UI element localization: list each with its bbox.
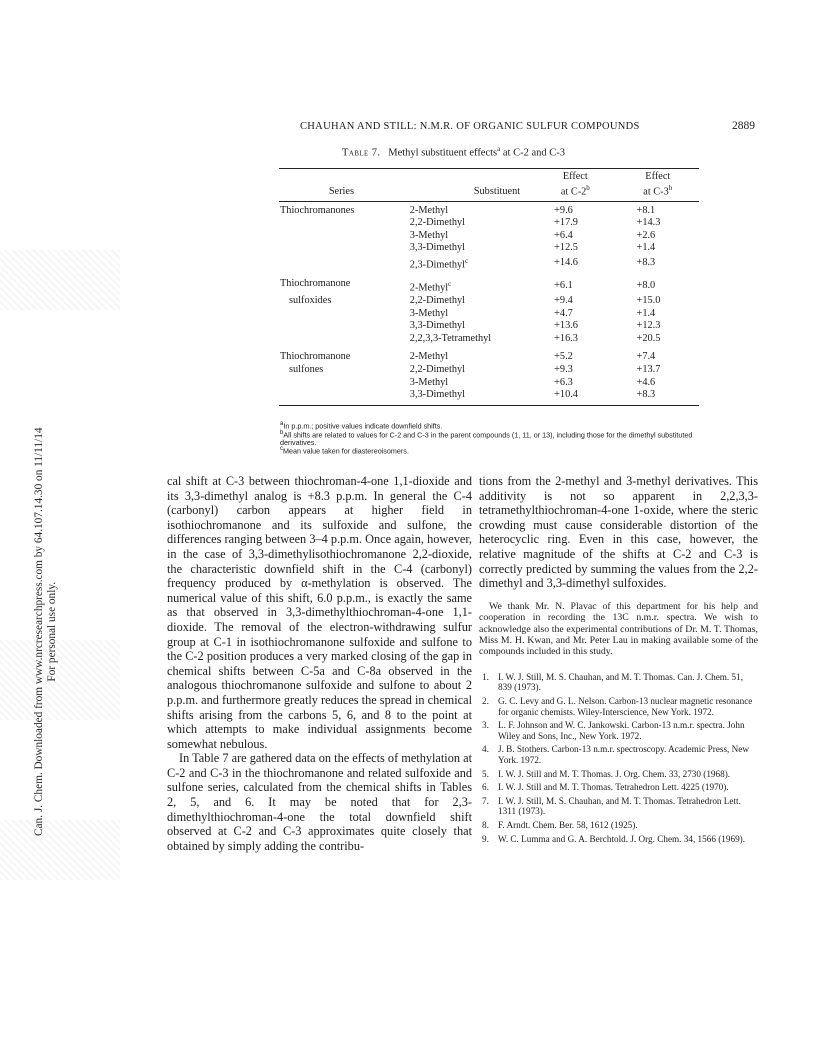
reference-text: W. C. Lumma and G. A. Berchtold. J. Org. Chem. 34, 1566 (1969). [498, 833, 746, 844]
table-row [279, 242, 699, 255]
table-row [279, 217, 699, 230]
effect-c3-cell: +8.3 [617, 389, 699, 405]
series-cell-empty [279, 320, 404, 333]
effect-c3-cell: +12.3 [636, 320, 661, 332]
effect-c3-cell: +8.1 [636, 204, 656, 216]
reference-text: I. W. J. Still and M. T. Thomas. J. Org. Chem. 33, 2730 (1968). [498, 768, 731, 779]
series-cell [279, 217, 404, 230]
effect-c2-cell: +17.9 [554, 217, 578, 229]
footnote-mark: c [280, 446, 283, 452]
reference-number: 4. [482, 744, 489, 755]
reference-item [479, 820, 758, 831]
header-effect-c3-line1: Effect [645, 171, 671, 182]
series-cell: Thiochromanone [280, 278, 351, 289]
substituent-text: 2-Methyl [409, 282, 449, 294]
effect-c2-cell: +12.5 [554, 242, 578, 254]
reference-text: I. W. J. Still, M. S. Chauhan, and M. T. Thomas. Tetrahedron Lett. 1311 (1973). [498, 795, 741, 817]
header-effect-c3 [617, 169, 699, 202]
table-header-row [279, 169, 699, 202]
footnote-text: In p.p.m.; positive values indicate downfield shifts. [283, 421, 443, 431]
running-head: CHAUHAN AND STILL: N.M.R. OF ORGANIC SULFUR COMPOUNDS [300, 121, 640, 132]
substituent-text: 2,3-Dimethyl [409, 259, 465, 271]
header-effect-c3-sup: b [668, 183, 673, 192]
series-cell [279, 295, 404, 308]
reference-item [479, 744, 758, 765]
header-substituent: Substituent [473, 186, 521, 198]
substituent-cell: 3-Methyl [409, 229, 449, 241]
reference-number: 8. [482, 819, 489, 830]
caption-footnote-mark: a [497, 145, 501, 153]
series-cell-empty [279, 308, 404, 321]
header-effect-c2-line2: at C-2 [560, 186, 587, 198]
table-label: Table 7. [342, 147, 381, 159]
effect-c2-cell: +6.3 [554, 376, 573, 388]
table-caption-text: Methyl substituent effects [388, 147, 498, 159]
substituent-footnote-mark: c [448, 280, 452, 288]
left-column [167, 474, 472, 853]
effect-c3-cell: +2.6 [636, 229, 656, 241]
methyl-effects-table [279, 168, 699, 406]
table-row [279, 377, 699, 390]
effect-c2-cell: +9.4 [554, 295, 573, 307]
header-effect-c2-line1: Effect [562, 171, 588, 182]
body-paragraph: tions from the 2-methyl and 3-methyl derivatives. This additivity is not so apparent in 2,2,3,3-tetramethylthiochroman-4-one 1-oxide, where the steric crowding must cause considerable distortion of the heterocyclic ring. Even in this case, however, the relative magnitude of the shifts at C-2 and C-3 is correctly predicted by summing the values from the 2,2-dimethyl and 3,3-dimethyl sulfoxides. [479, 474, 758, 591]
reference-number: 5. [482, 768, 489, 779]
acknowledgement: We thank Mr. N. Plavac of this department for his help and cooperation in recording the 13C n.m.r. spectra. We wish to acknowledge also the experimental contributions of Dr. M. T. Thomas, Miss M. H. Kwan, and Mr. Peter Lau in making available some of the compounds included in this study. [479, 600, 758, 658]
effect-c3-cell: +15.0 [636, 295, 661, 307]
effect-c3-cell: +14.3 [636, 217, 661, 229]
effect-c2-cell: +6.1 [554, 280, 573, 292]
effect-c3-cell: +8.3 [636, 257, 656, 269]
substituent-cell: 3-Methyl [409, 376, 449, 388]
effect-c3-cell: +4.6 [636, 376, 656, 388]
right-column [479, 474, 758, 847]
substituent-cell: 2-Methyl [409, 204, 449, 216]
effect-c3-cell: +20.5 [636, 332, 661, 344]
series-cell: Thiochromanone [280, 351, 351, 363]
table-row [279, 364, 699, 377]
table-row [279, 308, 699, 321]
effect-c2-cell: +4.7 [554, 307, 573, 319]
substituent-cell: 2,2-Dimethyl [409, 217, 465, 229]
reference-item [479, 796, 758, 817]
reference-item [479, 720, 758, 741]
effect-c2-cell: +16.3 [554, 332, 578, 344]
page-number: 2889 [732, 120, 755, 132]
table-row [279, 201, 699, 217]
series-cell: Thiochromanones [280, 204, 355, 216]
reference-item [479, 672, 758, 693]
header-series: Series [328, 186, 354, 198]
reference-number: 7. [482, 795, 489, 806]
footnote-text: Mean value taken for diastereoisomers. [283, 446, 409, 456]
effect-c2-cell: +9.6 [554, 204, 573, 216]
reference-item [479, 782, 758, 793]
reference-number: 6. [482, 782, 489, 793]
series-cell-empty [279, 230, 404, 243]
effect-c3-cell: +8.0 [636, 280, 656, 292]
series-text: sulfones [289, 363, 324, 375]
header-effect-c2-sup: b [586, 183, 590, 192]
reference-number: 3. [482, 720, 489, 731]
substituent-footnote-mark: c [465, 256, 469, 265]
reference-text: L. F. Johnson and W. C. Jankowski. Carbon-13 n.m.r. spectra. John Wiley and Sons, Inc., New York. 1972. [498, 720, 745, 741]
reference-number: 2. [482, 695, 489, 706]
reference-item [479, 834, 758, 845]
download-stamp-line1: Can. J. Chem. Downloaded from www.nrcresearchpress.com by 64.107.14.30 on 11/11/14 [33, 427, 45, 836]
series-cell-empty [279, 242, 404, 255]
reference-number: 9. [482, 833, 489, 844]
body-paragraph: In Table 7 are gathered data on the effects of methylation at C-2 and C-3 in the thiochromanone and related sulfoxide and sulfone series, calculated from the chemical shifts in Tables 2, 5, and 6. It may be noted that for 2,3-dimethylthiochroman-4-one the total downfield shift observed at C-2 and C-3 approximates quite closely that obtained by simply adding the contribu- [167, 751, 472, 853]
scan-noise-low [0, 820, 120, 880]
effect-c2-cell: +6.4 [554, 229, 573, 241]
footnote [280, 446, 710, 455]
footnote-mark: a [280, 421, 284, 427]
reference-text: F. Arndt. Chem. Ber. 58, 1612 (1925). [498, 819, 638, 830]
substituent-cell: 2,2-Dimethyl [409, 363, 465, 375]
substituent-cell: 2,2,3,3-Tetramethyl [409, 332, 492, 344]
table-row [279, 230, 699, 243]
substituent-cell: 3,3-Dimethyl [409, 242, 465, 254]
scan-noise-mid [0, 640, 120, 720]
effect-c3-cell: +1.4 [636, 307, 656, 319]
reference-list [479, 672, 758, 844]
substituent-cell: 3-Methyl [409, 307, 449, 319]
substituent-cell: 2-Methyl [409, 351, 449, 363]
table-row [279, 275, 699, 295]
table-row [279, 389, 699, 405]
substituent-cell [404, 255, 534, 275]
substituent-cell: 3,3-Dimethyl [404, 389, 534, 405]
reference-text: I. W. J. Still and M. T. Thomas. Tetrahedron Lett. 4225 (1970). [498, 782, 729, 793]
table-footnotes [280, 421, 710, 455]
footnote [280, 430, 710, 446]
table-row [279, 333, 699, 349]
series-cell-empty [279, 377, 404, 390]
effect-c2-cell: +9.3 [554, 363, 573, 375]
footnote-mark: b [280, 429, 284, 436]
effect-c2-cell: +13.6 [554, 320, 578, 332]
effect-c2-cell: +5.2 [554, 351, 573, 363]
substituent-cell: 2,2-Dimethyl [409, 295, 465, 307]
table-body [279, 201, 699, 405]
header-effect-c2 [534, 169, 616, 202]
table-caption [342, 145, 565, 159]
substituent-cell [404, 275, 534, 295]
scan-noise-top [0, 250, 120, 310]
reference-item [479, 696, 758, 717]
effect-c2-cell: +14.6 [554, 257, 578, 269]
table-row [279, 295, 699, 308]
reference-text: J. B. Stothers. Carbon-13 n.m.r. spectroscopy. Academic Press, New York. 1972. [498, 744, 749, 765]
effect-c3-cell: +7.4 [636, 351, 656, 363]
footnote [280, 421, 710, 430]
effect-c3-cell: +1.4 [636, 242, 656, 254]
table-caption-tail: at C-2 and C-3 [500, 147, 565, 159]
reference-text: G. C. Levy and G. L. Nelson. Carbon-13 nuclear magnetic resonance for organic chemists. Wiley-Interscience, New York. 1972. [498, 695, 753, 717]
series-cell-empty [279, 255, 404, 275]
table-row [279, 320, 699, 333]
table-row [279, 348, 699, 364]
footnote-text: All shifts are related to values for C-2 and C-3 in the parent compounds (1, 11, or 13), including those for the dimethyl substituted derivatives. [280, 430, 693, 447]
download-stamp [33, 428, 58, 837]
body-paragraph: cal shift at C-3 between thiochroman-4-one 1,1-dioxide and its 3,3-dimethyl analog is +8.3 p.p.m. In general the C-4 (carbonyl) carbon appears at higher field in isothiochromanone and its sulfoxide and sulfone, the differences ranging between 3–4 p.p.m. Once again, however, in the case of 3,3-dimethylisothiochromanone 2,2-dioxide, the characteristic downfield shift in the C-4 (carbonyl) frequency produced by α-methylation is observed. The numerical value of this shift, 6.0 p.p.m., is exactly the same as that observed in 3,3-dimethylthiochroman-4-one 1,1-dioxide. The removal of the electron-withdrawing sulfur group at C-1 in isothiochromanone sulfoxide and sulfone to the C-2 position produces a very marked closing of the gap in chemical shifts between C-5a and C-8a observed in the analogous thiochromanone sulfoxide and sulfone to about 2 p.p.m. and furthermore greatly reduces the spread in chemical shifts arising from the carbons 5, 6, and 8 to the point at which attempts to make individual assignments become somewhat nebulous. [167, 474, 472, 751]
series-cell-empty [279, 389, 404, 405]
table-row [279, 255, 699, 275]
effect-c3-cell: +13.7 [636, 363, 661, 375]
effect-c2-cell: +10.4 [534, 389, 616, 405]
series-text: sulfoxides [289, 295, 332, 307]
reference-number: 1. [482, 671, 489, 682]
download-stamp-line2: For personal use only. [45, 581, 58, 682]
substituent-cell: 3,3-Dimethyl [409, 320, 465, 332]
series-cell [279, 364, 404, 377]
reference-text: I. W. J. Still, M. S. Chauhan, and M. T. Thomas. Can. J. Chem. 51, 839 (1973). [498, 671, 744, 693]
series-cell-empty [279, 333, 404, 349]
reference-item [479, 769, 758, 780]
header-effect-c3-line2: at C-3 [643, 186, 669, 198]
